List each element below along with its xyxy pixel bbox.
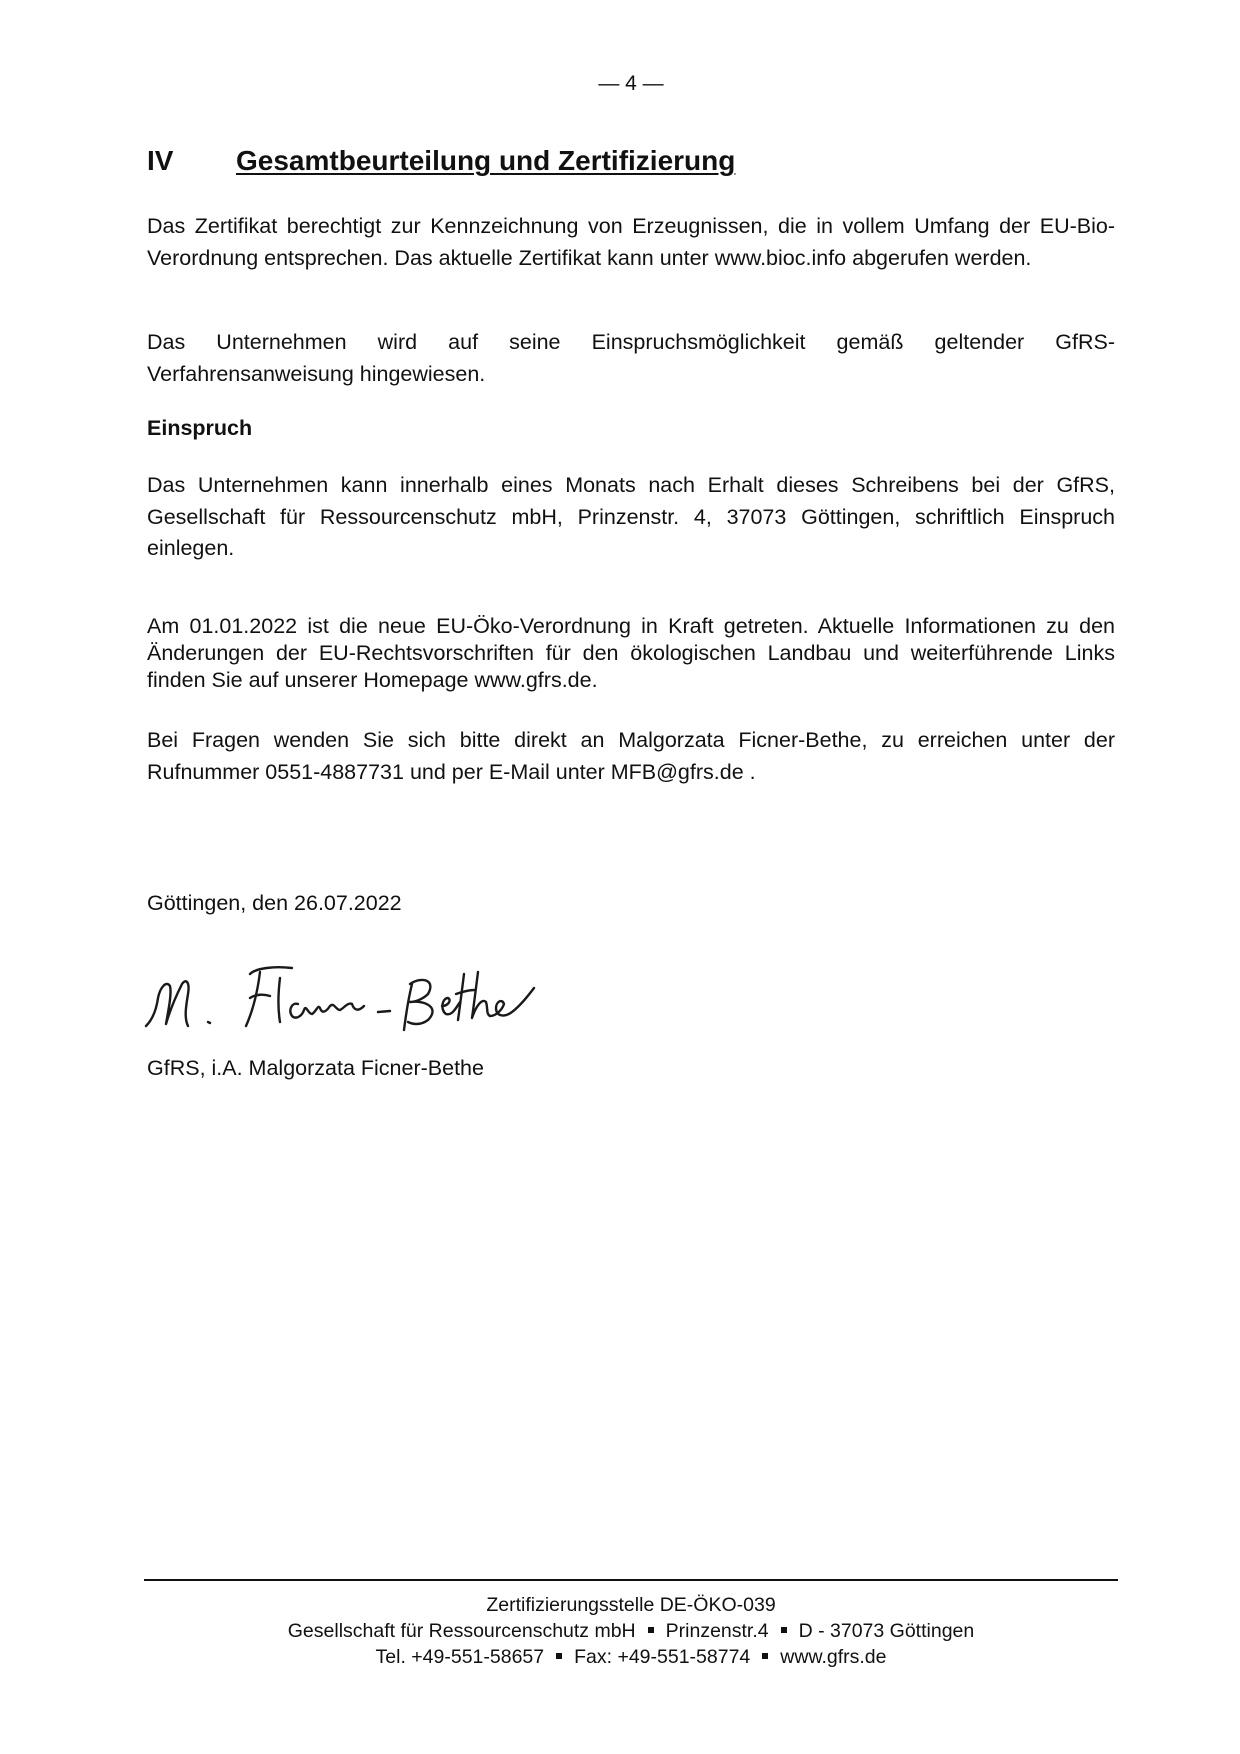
footer-contact — [0, 1644, 1240, 1670]
paragraph-contact: Bei Fragen wenden Sie sich bitte direkt an Malgorzata Ficner-Bethe, zu erreichen unter der Rufnummer 0551-4887731 und per E-Mail unter MFB@gfrs.de . — [147, 728, 1115, 784]
footer-city: D - 37073 Göttingen — [798, 1620, 975, 1642]
paragraph-objection-notice: Das Unternehmen wird auf seine Einspruchsmöglichkeit gemäß geltender GfRS-Verfahrensanweisung hingewiesen. — [147, 330, 1115, 386]
footer-fax: Fax: +49-551-58774 — [574, 1646, 751, 1668]
footer-website: www.gfrs.de — [780, 1646, 887, 1668]
bullet-separator-icon — [781, 1627, 787, 1633]
footer-divider — [144, 1579, 1118, 1581]
paragraph-regulation-info: Am 01.01.2022 ist die neue EU-Öko-Verordnung in Kraft getreten. Aktuelle Informationen zu den Änderungen der EU-Rechtsvorschriften für den ökologischen Landbau und weiterführende Links finden Sie auf unserer Homepage www.gfrs.de. — [147, 614, 1115, 692]
page-number: — 4 — — [598, 72, 664, 95]
footer-certification-body: Zertifizierungsstelle DE-ÖKO-039 — [486, 1594, 776, 1616]
section-number: IV — [147, 145, 174, 176]
footer-phone: Tel. +49-551-58657 — [375, 1646, 545, 1668]
signatory: GfRS, i.A. Malgorzata Ficner-Bethe — [147, 1056, 484, 1080]
paragraph-objection: Das Unternehmen kann innerhalb eines Monats nach Erhalt dieses Schreibens bei der GfRS, Gesellschaft für Ressourcenschutz mbH, Prinzenstr. 4, 37073 Göttingen, schriftlich Einspruch einlegen. — [147, 473, 1115, 560]
footer-street: Prinzenstr.4 — [665, 1620, 769, 1642]
section-title: Gesamtbeurteilung und Zertifizierung — [236, 145, 736, 176]
footer-company: Gesellschaft für Ressourcenschutz mbH — [287, 1620, 636, 1642]
einspruch-heading: Einspruch — [147, 416, 253, 440]
paragraph-certificate: Das Zertifikat berechtigt zur Kennzeichnung von Erzeugnissen, die in vollem Umfang der EU-Bio-Verordnung entsprechen. Das aktuelle Zertifikat kann unter www.bioc.info abgerufen werden. — [147, 214, 1115, 270]
footer-address — [0, 1618, 1240, 1644]
place-date: Göttingen, den 26.07.2022 — [147, 891, 402, 915]
bullet-separator-icon — [556, 1653, 562, 1659]
section-heading — [147, 145, 735, 177]
bullet-separator-icon — [648, 1627, 654, 1633]
signature — [142, 960, 542, 1040]
bullet-separator-icon — [762, 1653, 768, 1659]
